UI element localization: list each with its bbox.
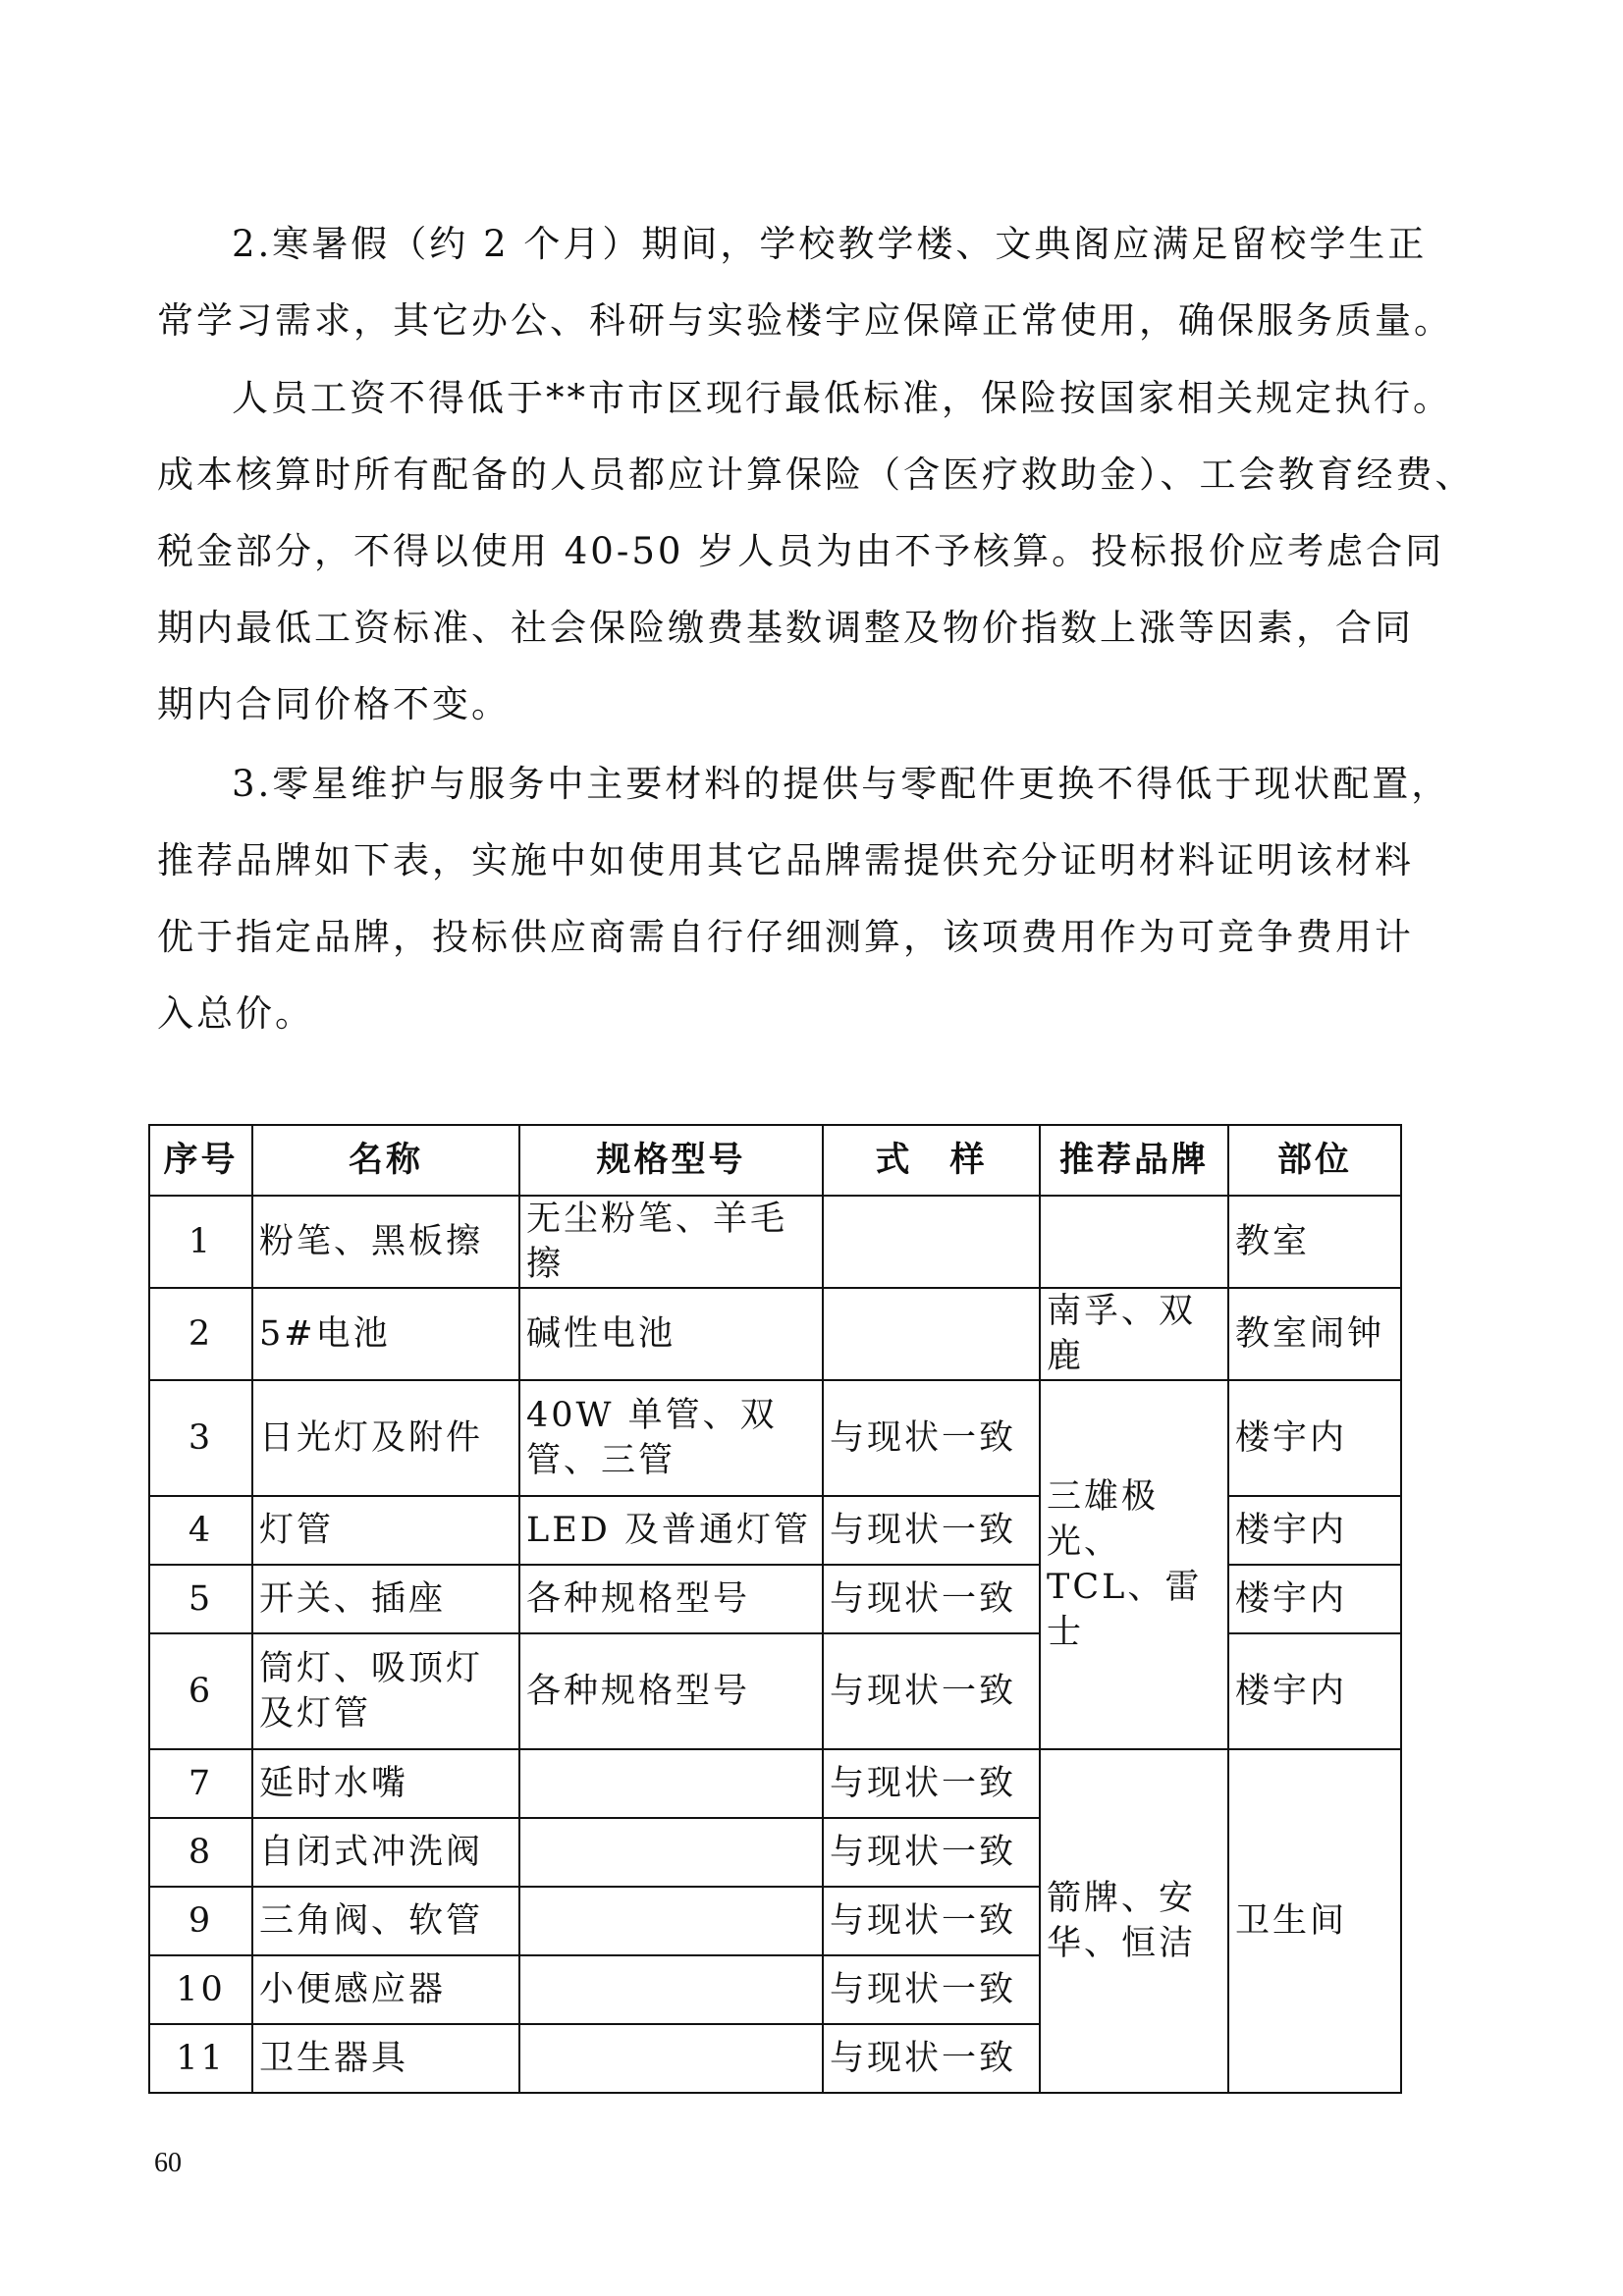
text-line: 优于指定品牌，投标供应商需自行仔细测算，该项费用作为可竞争费用计 [157, 916, 1414, 958]
table-header-row [149, 1125, 1401, 1196]
cell-style: 与现状一致 [823, 1496, 1040, 1565]
text-line: 常学习需求，其它办公、科研与实验楼宇应保障正常使用，确保服务质量。 [157, 299, 1453, 342]
cell-spec [519, 2024, 823, 2093]
paragraph-materials [157, 746, 1451, 1052]
cell-location-sanitary: 卫生间 [1228, 1749, 1401, 2093]
cell-spec [519, 1818, 823, 1887]
cell-location: 楼宇内 [1228, 1565, 1401, 1633]
header-no: 序号 [149, 1125, 252, 1196]
cell-no: 5 [149, 1565, 252, 1633]
cell-no: 4 [149, 1496, 252, 1565]
text-line: 3.零星维护与服务中主要材料的提供与零配件更换不得低于现状配置， [232, 763, 1451, 805]
text-line: 成本核算时所有配备的人员都应计算保险（含医疗救助金）、工会教育经费、 [157, 454, 1475, 496]
text-line: 税金部分，不得以使用 40-50 岁人员为由不予核算。投标报价应考虑合同 [157, 530, 1445, 572]
cell-no: 9 [149, 1887, 252, 1955]
cell-name: 开关、插座 [252, 1565, 519, 1633]
cell-style: 与现状一致 [823, 1955, 1040, 2024]
cell-brand-sanitary: 箭牌、安华、恒洁 [1040, 1749, 1228, 2093]
cell-brand [1040, 1196, 1228, 1288]
cell-no: 3 [149, 1380, 252, 1496]
cell-no: 11 [149, 2024, 252, 2093]
text-line: 人员工资不得低于**市市区现行最低标准，保险按国家相关规定执行。 [232, 377, 1452, 419]
cell-spec: LED 及普通灯管 [519, 1496, 823, 1565]
text-line: 推荐品牌如下表，实施中如使用其它品牌需提供充分证明材料证明该材料 [157, 839, 1414, 881]
cell-spec [519, 1955, 823, 2024]
cell-brand: 南孚、双鹿 [1040, 1288, 1228, 1380]
cell-no: 8 [149, 1818, 252, 1887]
table-row [149, 1380, 1401, 1496]
cell-spec [519, 1749, 823, 1818]
cell-name: 三角阀、软管 [252, 1887, 519, 1955]
cell-spec: 无尘粉笔、羊毛擦 [519, 1196, 823, 1288]
cell-style: 与现状一致 [823, 1749, 1040, 1818]
cell-brand-lighting: 三雄极光、TCL、雷士 [1040, 1380, 1228, 1749]
text-line: 2.寒暑假（约 2 个月）期间，学校教学楼、文典阁应满足留校学生正 [232, 223, 1428, 265]
table-row [149, 1288, 1401, 1380]
page-number: 60 [154, 2148, 182, 2178]
cell-style: 与现状一致 [823, 1633, 1040, 1749]
cell-spec: 各种规格型号 [519, 1565, 823, 1633]
table-row [149, 1196, 1401, 1288]
cell-location: 楼宇内 [1228, 1633, 1401, 1749]
cell-no: 7 [149, 1749, 252, 1818]
cell-name: 小便感应器 [252, 1955, 519, 2024]
cell-name: 自闭式冲洗阀 [252, 1818, 519, 1887]
cell-style: 与现状一致 [823, 1818, 1040, 1887]
cell-name: 筒灯、吸顶灯及灯管 [252, 1633, 519, 1749]
cell-location: 楼宇内 [1228, 1496, 1401, 1565]
paragraph-wages [157, 360, 1475, 743]
cell-no: 1 [149, 1196, 252, 1288]
cell-location: 楼宇内 [1228, 1380, 1401, 1496]
header-name: 名称 [252, 1125, 519, 1196]
header-style: 式 样 [823, 1125, 1040, 1196]
cell-style [823, 1288, 1040, 1380]
header-spec: 规格型号 [519, 1125, 823, 1196]
cell-name: 粉笔、黑板擦 [252, 1196, 519, 1288]
text-line: 入总价。 [157, 992, 314, 1035]
cell-no: 6 [149, 1633, 252, 1749]
brand-table [148, 1124, 1402, 2094]
cell-style: 与现状一致 [823, 1887, 1040, 1955]
text-line: 期内合同价格不变。 [157, 683, 511, 725]
paragraph-vacation [157, 206, 1453, 359]
cell-style: 与现状一致 [823, 2024, 1040, 2093]
cell-style [823, 1196, 1040, 1288]
cell-no: 2 [149, 1288, 252, 1380]
cell-no: 10 [149, 1955, 252, 2024]
table-row [149, 1749, 1401, 1818]
header-brand: 推荐品牌 [1040, 1125, 1228, 1196]
cell-location: 教室 [1228, 1196, 1401, 1288]
header-location: 部位 [1228, 1125, 1401, 1196]
cell-location: 教室闹钟 [1228, 1288, 1401, 1380]
cell-spec [519, 1887, 823, 1955]
cell-name: 延时水嘴 [252, 1749, 519, 1818]
cell-name: 5#电池 [252, 1288, 519, 1380]
cell-name: 日光灯及附件 [252, 1380, 519, 1496]
cell-name: 灯管 [252, 1496, 519, 1565]
cell-spec: 40W 单管、双管、三管 [519, 1380, 823, 1496]
cell-spec: 各种规格型号 [519, 1633, 823, 1749]
text-line: 期内最低工资标准、社会保险缴费基数调整及物价指数上涨等因素，合同 [157, 607, 1414, 649]
cell-style: 与现状一致 [823, 1565, 1040, 1633]
cell-style: 与现状一致 [823, 1380, 1040, 1496]
cell-name: 卫生器具 [252, 2024, 519, 2093]
cell-spec: 碱性电池 [519, 1288, 823, 1380]
